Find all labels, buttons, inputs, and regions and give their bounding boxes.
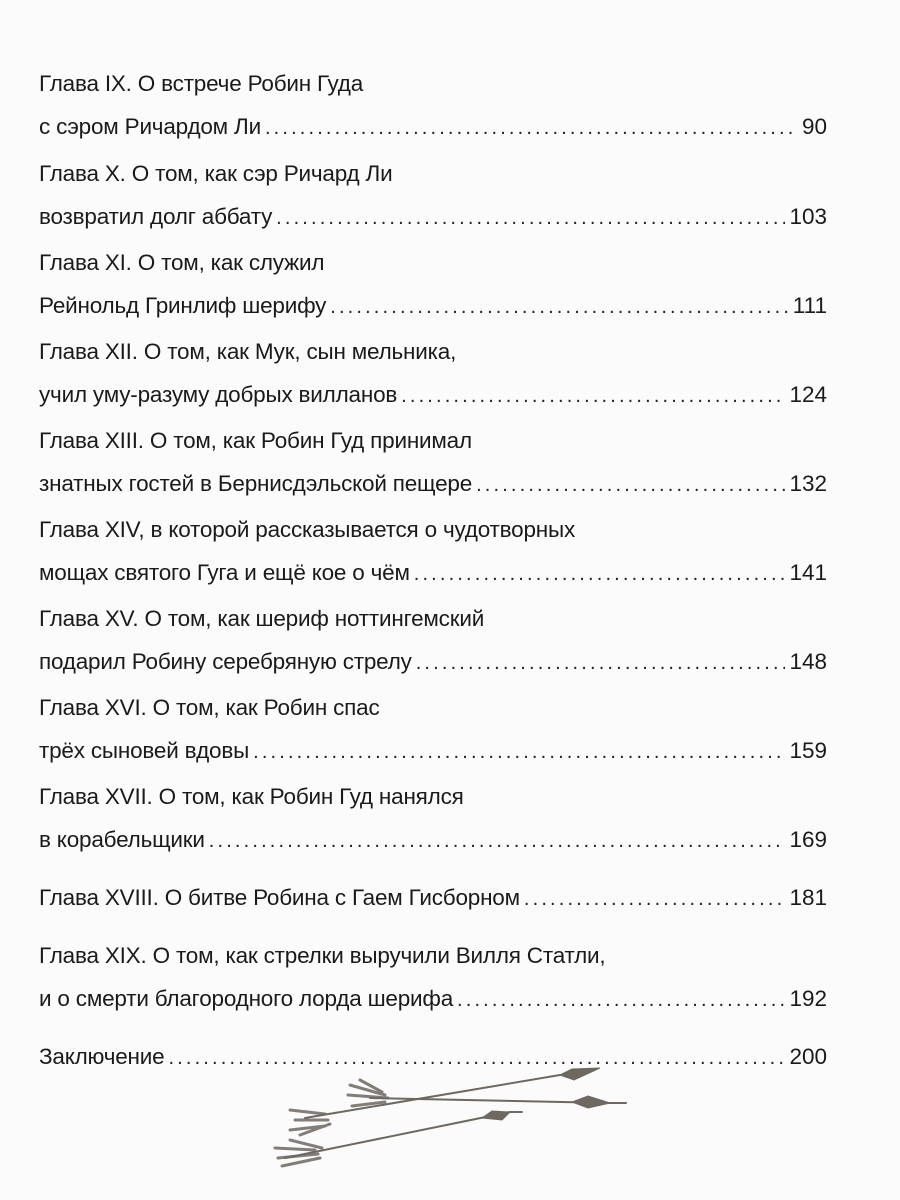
leader-dots xyxy=(401,375,785,418)
page-number: 124 xyxy=(789,382,827,407)
toc-entry-title: учил уму-разуму добрых вилланов xyxy=(39,382,398,407)
arrows-illustration-icon xyxy=(270,1040,650,1170)
toc-entry-ch15[interactable] xyxy=(39,597,827,685)
leader-dots xyxy=(524,878,786,921)
toc-entry-title: Глава XVI. О том, как Робин спас xyxy=(39,695,380,720)
toc-entry-title: Глава XV. О том, как шериф ноттингемский xyxy=(39,606,485,631)
page-number: 159 xyxy=(789,738,827,763)
page-number: 111 xyxy=(792,293,827,318)
toc-entry-title: Глава XVIII. О битве Робина с Гаем Гисборном xyxy=(39,885,520,910)
toc-entry-title: Глава XIX. О том, как стрелки выручили Вилля Статли, xyxy=(39,943,606,968)
toc-entry-ch14[interactable] xyxy=(39,508,827,596)
toc-entry-ch18[interactable] xyxy=(39,876,827,921)
leader-dots xyxy=(414,553,786,596)
toc-entry-title: Глава X. О том, как сэр Ричард Ли xyxy=(39,161,393,186)
toc-entry-ch9[interactable] xyxy=(39,62,827,150)
toc-entry-title: знатных гостей в Бернисдэльской пещере xyxy=(39,471,473,496)
toc-entry-title: мощах святого Гуга и ещё кое о чём xyxy=(39,560,410,585)
page-number: 148 xyxy=(789,649,827,674)
toc-entry-title: с сэром Ричардом Ли xyxy=(39,114,261,139)
toc-entry-title: Глава IX. О встрече Робин Гуда xyxy=(39,71,364,96)
toc-entry-ch17[interactable] xyxy=(39,775,827,863)
toc-entry-title: Глава XII. О том, как Мук, сын мельника, xyxy=(39,339,457,364)
leader-dots xyxy=(330,286,789,329)
page-number: 90 xyxy=(801,114,827,139)
leader-dots xyxy=(457,979,785,1022)
toc-entry-title: подарил Робину серебряную стрелу xyxy=(39,649,412,674)
toc-entry-title: Глава XVII. О том, как Робин Гуд нанялся xyxy=(39,784,464,809)
page-number: 103 xyxy=(789,204,827,229)
table-of-contents xyxy=(39,62,827,1080)
page-number: 169 xyxy=(789,827,827,852)
toc-entry-ch10[interactable] xyxy=(39,152,827,240)
page-number: 181 xyxy=(789,885,827,910)
toc-entry-title: Рейнольд Гринлиф шерифу xyxy=(39,293,327,318)
toc-entry-ch13[interactable] xyxy=(39,419,827,507)
toc-entry-title: в корабельщики xyxy=(39,827,205,852)
page-number: 132 xyxy=(789,471,827,496)
toc-entry-ch11[interactable] xyxy=(39,241,827,329)
toc-entry-title: возвратил долг аббату xyxy=(39,204,273,229)
leader-dots xyxy=(253,731,785,774)
toc-entry-title: трёх сыновей вдовы xyxy=(39,738,250,763)
toc-entry-title: Глава XIV, в которой рассказывается о чудотворных xyxy=(39,517,576,542)
toc-entry-title: Глава XI. О том, как служил xyxy=(39,250,325,275)
page-number: 200 xyxy=(789,1044,827,1069)
page-number: 192 xyxy=(789,986,827,1011)
page-number: 141 xyxy=(789,560,827,585)
leader-dots xyxy=(209,820,786,863)
toc-entry-ch16[interactable] xyxy=(39,686,827,774)
toc-entry-title: и о смерти благородного лорда шерифа xyxy=(39,986,454,1011)
leader-dots xyxy=(476,464,785,507)
leader-dots xyxy=(416,642,786,685)
toc-entry-title: Заключение xyxy=(39,1044,165,1069)
toc-entry-title: Глава XIII. О том, как Робин Гуд принимал xyxy=(39,428,472,453)
toc-entry-ch19[interactable] xyxy=(39,934,827,1022)
leader-dots xyxy=(276,197,785,240)
toc-entry-ch12[interactable] xyxy=(39,330,827,418)
leader-dots xyxy=(265,107,798,150)
